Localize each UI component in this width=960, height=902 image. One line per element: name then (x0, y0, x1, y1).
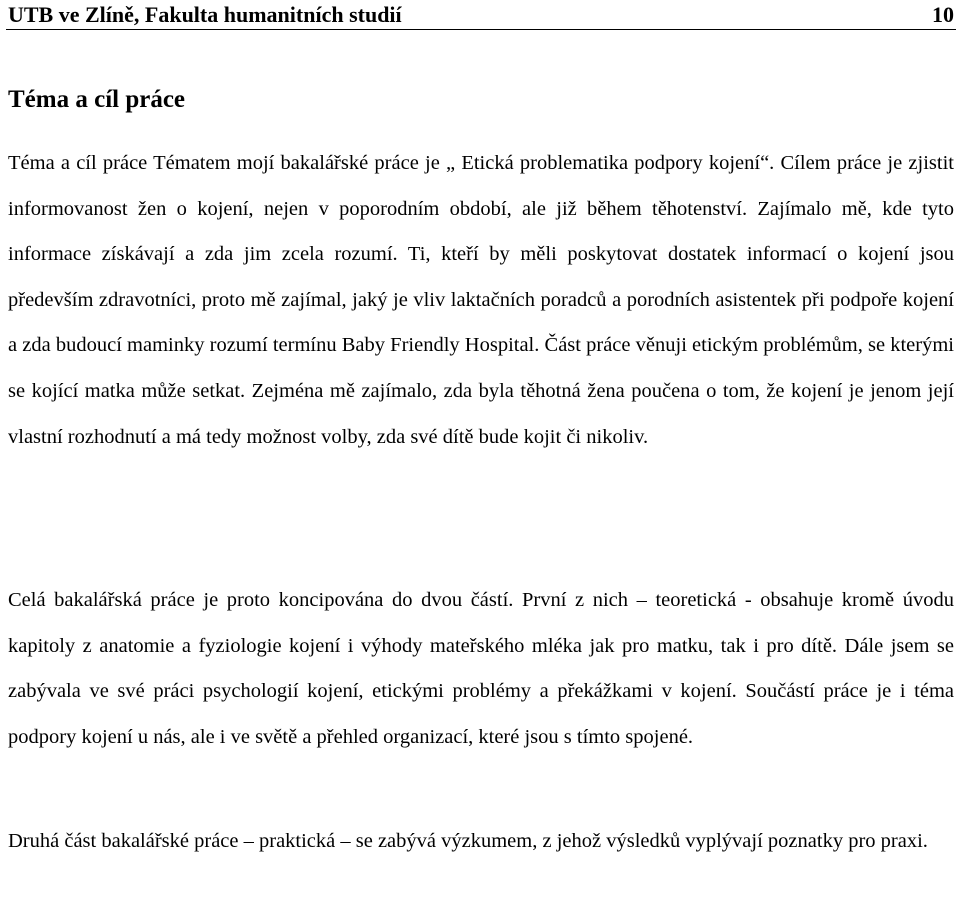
section-title: Téma a cíl práce (8, 86, 186, 113)
paragraph-practical-part: Druhá část bakalářské práce – praktická – se zabývá výzkumem, z jehož výsledků vyplývají poznatky pro praxi. (8, 830, 928, 852)
page-number: 10 (932, 2, 954, 27)
paragraph-topic-and-aim: Téma a cíl práce Tématem mojí bakalářské práce je „ Etická problematika podpory kojení“. Cílem práce je zjistit informovanost žen o kojení, nejen v poporodním období, ale již během těhotenství. Zajímalo mě, kde tyto informace získávají a zda jim zcela rozumí. Ti, kteří by měli poskytovat dostatek informací o kojení jsou především zdravotníci, proto mě zajímal, jaký je vliv laktačních poradců a porodních asistentek při podpoře kojení a zda budoucí maminky rozumí termínu Baby Friendly Hospital. Část práce věnuji etickým problémům, se kterými se kojící matka může setkat. Zejména mě zajímalo, zda byla těhotná žena poučena o tom, že kojení je jenom její vlastní rozhodnutí a má tedy možnost volby, zda své dítě bude kojit či nikoliv. (8, 152, 954, 448)
header-title: UTB ve Zlíně, Fakulta humanitních studií (8, 2, 402, 27)
paragraph-structure: Celá bakalářská práce je proto koncipována do dvou částí. První z nich – teoretická - obsahuje kromě úvodu kapitoly z anatomie a fyziologie kojení i výhody mateřského mléka jak pro matku, tak i pro dítě. Dále jsem se zabývala ve své práci psychologií kojení, etickými problémy a překážkami v kojení. Součástí práce je i téma podpory kojení u nás, ale i ve světě a přehled organizací, které jsou s tímto spojené. (8, 589, 954, 748)
page-header (6, 0, 956, 30)
